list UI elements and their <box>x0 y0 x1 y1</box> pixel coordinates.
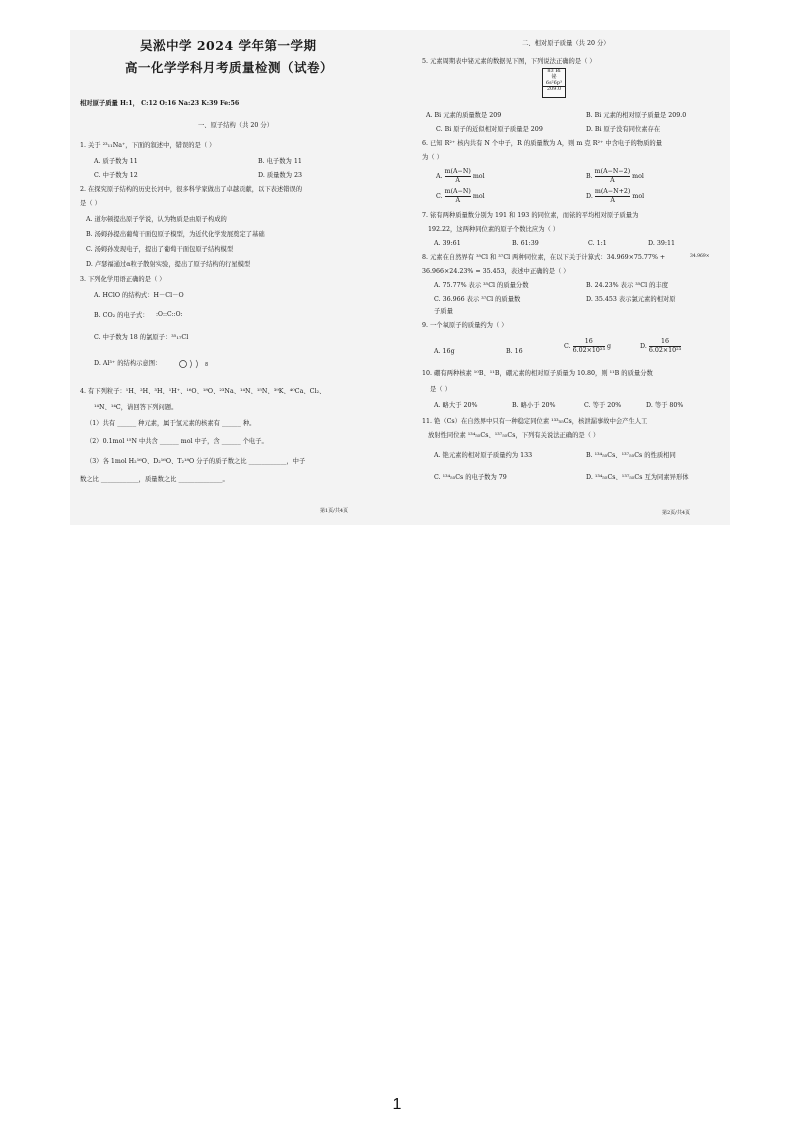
question-11-cont: 放射性同位素 ¹³⁴₅₅Cs、¹³⁷₅₅Cs，下列有关说法正确的是（ ） <box>428 432 600 439</box>
question-7: 7. 铱有两种质量数分别为 191 和 193 的同位素，而铱的平均相对原子质量为 <box>422 212 639 219</box>
q7-option-b: B. 61:39 <box>512 240 539 247</box>
question-6-cont: 为（ ） <box>422 154 443 161</box>
q11-option-d: D. ¹³⁴₅₅Cs、¹³⁷₅₅Cs 互为同素异形体 <box>586 474 689 481</box>
q11-option-c: C. ¹³⁴₅₅Cs 的电子数为 79 <box>434 474 507 481</box>
q7-option-c: C. 1:1 <box>588 240 607 247</box>
q8-option-b: B. 24.23% 表示 ³⁵Cl 的丰度 <box>586 282 669 289</box>
q10-option-c: C. 等于 20% <box>584 402 622 409</box>
question-1: 1. 关于 ²³₁₁Na⁺，下面的叙述中，错误的是（ ） <box>80 142 216 149</box>
element-name: 铋 <box>551 73 557 80</box>
element-mass: 209.0 <box>543 86 565 93</box>
q9-option-c: C. $\frac{16}{\text{6.02×10²³}}$ g <box>564 338 612 354</box>
exam-title-school: 吴淞中学 2024 学年第一学期 <box>140 38 317 53</box>
question-8: 8. 元素在自然界有 ³⁵Cl 和 ³⁷Cl 两种同位素，在以下关于计算式：34.969×75.77% + <box>422 254 666 261</box>
q4-part-3: （3）各 1mol H₂¹⁶O、D₂¹⁶O、T₂¹⁸O 分子的质子数之比 ____________，中子 <box>86 458 306 465</box>
question-4-cont: ¹⁴N、¹⁴C，请回答下列问题。 <box>94 404 178 411</box>
scanned-exam-spread <box>70 30 730 525</box>
atomic-masses-line: 相对原子质量 H:1， C:12 O:16 Na:23 K:39 Fe:56 <box>80 100 240 107</box>
q5-option-b: B. Bi 元素的相对原子质量是 209.0 <box>586 112 687 119</box>
side-annotation: 34.969× <box>690 254 710 259</box>
question-9: 9. 一个氧原子的质量约为（ ） <box>422 322 508 329</box>
section-heading-2: 二、相对原子质量（共 20 分） <box>522 40 610 47</box>
q1-option-c: C. 中子数为 12 <box>94 172 138 179</box>
q3-option-a: A. HClO 的结构式：H－Cl－O <box>94 292 184 299</box>
q3-option-c: C. 中子数为 18 的氯原子：³⁵₁₇Cl <box>94 334 189 341</box>
question-8-cont: 36.966×24.23% = 35.453，表述中正确的是（ ） <box>422 268 570 275</box>
page-number: 1 <box>392 1096 402 1113</box>
q1-option-a: A. 质子数为 11 <box>94 158 138 165</box>
q7-option-d: D. 39:11 <box>648 240 675 247</box>
question-10: 10. 硼有两种核素 ¹⁰B、¹¹B，硼元素的相对原子质量为 10.80，则 ¹¹B 的质量分数 <box>422 370 653 377</box>
q6-option-b: B. $\frac{m(A-N-2)}{A}$ mol <box>586 168 644 184</box>
question-2: 2. 在探究原子结构的历史长河中，很多科学家做出了卓越贡献，以下表述错误的 <box>80 186 303 193</box>
q7-option-a: A. 39:61 <box>434 240 461 247</box>
q2-option-a: A. 道尔顿提出原子学说，认为物质是由原子构成的 <box>86 216 227 223</box>
element-config: 6s²6p³ <box>545 79 563 86</box>
co2-electron-formula: :O::C::O: <box>156 311 183 318</box>
page-footer-left: 第1页/共4页 <box>320 508 349 514</box>
q10-option-a: A. 略大于 20% <box>434 402 478 409</box>
q11-option-b: B. ¹³⁴₅₅Cs、¹³⁷₅₅Cs 的性质相同 <box>586 452 676 459</box>
q10-option-d: D. 等于 80% <box>646 402 684 409</box>
exam-title-subject: 高一化学学科月考质量检测（试卷） <box>125 60 334 75</box>
q1-option-d: D. 质量数为 23 <box>258 172 303 179</box>
q2-option-b: B. 汤姆孙提出葡萄干面包原子模型，为近代化学发展奠定了基础 <box>86 231 265 238</box>
question-6: 6. 已知 R²⁺ 核内共有 N 个中子，R 的质量数为 A，则 m 克 R²⁺ 中含电子的物质的量 <box>422 140 662 147</box>
q8-option-c: C. 36.966 表示 ³⁷Cl 的质量数 <box>434 296 521 303</box>
q2-option-d: D. 卢瑟福通过α粒子散射实验，提出了原子结构的行星模型 <box>86 261 251 268</box>
q3-option-b: B. CO₂ 的电子式： <box>94 312 149 319</box>
element-number-symbol: 83 Bi <box>547 68 561 74</box>
q5-option-d: D. Bi 原子没有同位素存在 <box>586 126 661 133</box>
question-3: 3. 下列化学用语正确的是（ ） <box>80 276 166 283</box>
q5-option-a: A. Bi 元素的质量数是 209 <box>426 112 502 119</box>
q4-part-3-cont: 数之比 ____________，质量数之比 ______________。 <box>80 476 229 483</box>
svg-text:8: 8 <box>205 362 209 368</box>
question-7-cont: 192.22，这两种同位素的原子个数比应为（ ） <box>428 226 560 233</box>
question-11: 11. 铯（Cs）在自然界中只有一种稳定同位素 ¹³³₅₅Cs，核泄漏事故中会产生人工 <box>422 418 648 425</box>
page-footer-right: 第2页/共4页 <box>662 510 691 516</box>
q4-part-1: （1）共有 ______ 种元素，属于氢元素的核素有 ______ 种。 <box>86 420 256 427</box>
bismuth-element-card <box>542 68 566 98</box>
question-10-cont: 是（ ） <box>430 386 451 393</box>
q4-part-2: （2）0.1mol ¹⁵N 中共含 ______ mol 中子，含 ______ 个电子。 <box>86 438 268 445</box>
q10-option-b: B. 略小于 20% <box>512 402 556 409</box>
q6-option-c: C. $\frac{m(A-N)}{A}$ mol <box>436 188 485 204</box>
question-2-cont: 是（ ） <box>80 200 101 207</box>
q3-option-d: D. Al³⁺ 的结构示意图： <box>94 360 162 367</box>
q8-option-d: D. 35.453 表示氯元素的相对原 <box>586 296 676 303</box>
q9-option-b: B. 16 <box>506 348 523 355</box>
question-4: 4. 有下列粒子：¹H、²H、³H、¹H⁺、¹⁶O、¹⁸O、²³Na、¹⁴N、¹⁵N、³⁹K、⁴⁰Ca、Cl₂、 <box>80 388 326 395</box>
section-heading-1: 一、原子结构（共 20 分） <box>198 122 273 129</box>
q6-option-a: A. $\frac{m(A-N)}{A}$ mol <box>436 168 485 184</box>
q11-option-a: A. 铯元素的相对原子质量约为 133 <box>434 452 533 459</box>
q5-option-c: C. Bi 原子的近似相对原子质量是 209 <box>436 126 543 133</box>
q1-option-b: B. 电子数为 11 <box>258 158 302 165</box>
question-5: 5. 元素周期表中铋元素的数据见下图，下列说法正确的是（ ） <box>422 58 596 65</box>
q2-option-c: C. 汤姆孙发现电子，提出了葡萄干面包原子结构模型 <box>86 246 234 253</box>
q8-option-a: A. 75.77% 表示 ³⁵Cl 的质量分数 <box>434 282 529 289</box>
q8-option-d-cont: 子质量 <box>434 308 453 315</box>
q6-option-d: D. $\frac{m(A-N+2)}{A}$ mol <box>586 188 645 204</box>
al-ion-structure-diagram <box>178 359 214 369</box>
q9-option-a: A. 16g <box>434 348 455 355</box>
q9-option-d: D. $\frac{16}{\text{6.02×10²³}}$ <box>640 338 682 354</box>
